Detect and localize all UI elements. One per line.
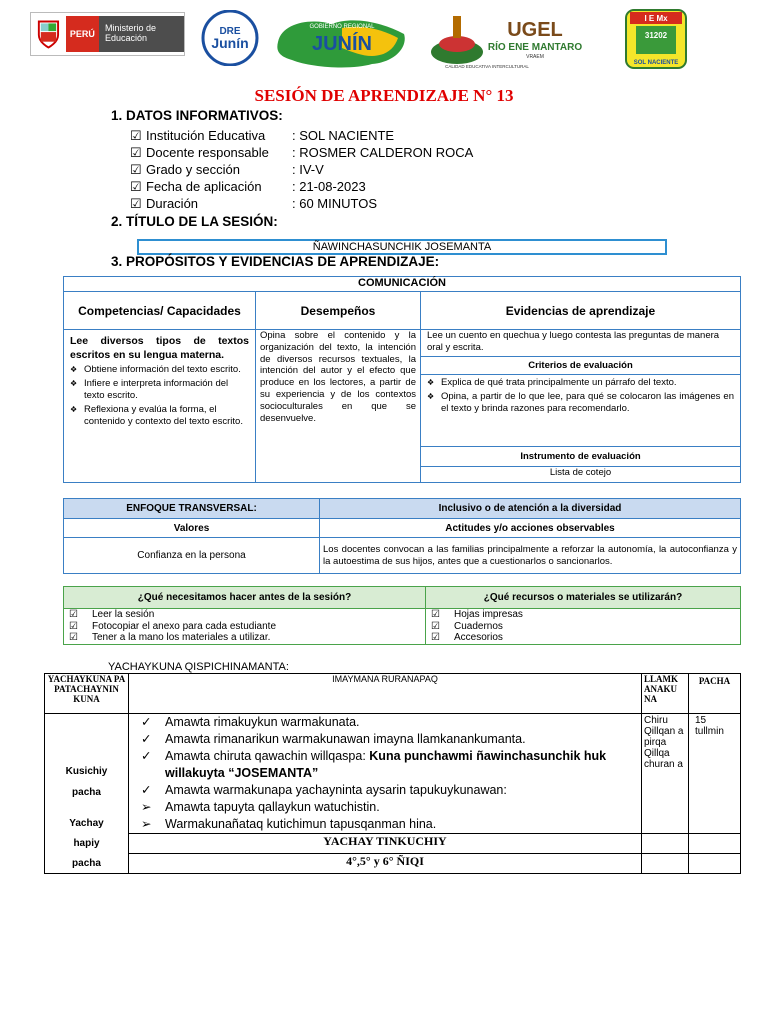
area-header: COMUNICACIÓN [64, 277, 741, 292]
list-item: ❖ Reflexiona y evalúa la forma, el contenido y contexto del texto escrito. [70, 404, 249, 428]
list-item: ❖ Explica de qué trata principalmente un párrafo del texto. [427, 377, 734, 389]
prep-item [426, 632, 740, 644]
bullet-icon: ✓ [141, 715, 152, 729]
phase-hapiy-pacha: pacha [72, 858, 101, 869]
bullet-icon: ➢ [141, 817, 152, 831]
activity-item [139, 799, 641, 816]
ugel-sub2-text: VRAEM [526, 54, 544, 60]
prep-question-materials: ¿Qué recursos o materiales se utilizarán? [426, 587, 741, 609]
col-imaymana: IMAYMANA RURANAPAQ [129, 674, 642, 714]
section-propositos-heading: 3. PROPÓSITOS Y EVIDENCIAS DE APRENDIZAJE: [111, 254, 440, 269]
peru-label: PERÚ [66, 16, 99, 52]
prep-item [64, 632, 425, 644]
prep-item-text: Cuadernos [454, 620, 503, 632]
prep-question-before: ¿Qué necesitamos hacer antes de la sesión? [64, 587, 426, 609]
prep-materials-list [426, 609, 741, 645]
checkbox-icon: ☑ [431, 620, 440, 632]
checkbox-icon: ☑ [69, 609, 78, 620]
prep-item-text: Tener a la mano los materiales a utilizar. [92, 632, 271, 643]
section-titulo-heading: 2. TÍTULO DE LA SESIÓN: [111, 214, 278, 229]
enfoque-label: ENFOQUE TRANSVERSAL: [64, 499, 320, 519]
ie-name-text: SOL NACIENTE [633, 60, 679, 66]
actitudes-header: Actitudes y/o acciones observables [320, 519, 741, 538]
section-datos-heading: 1. DATOS INFORMATIVOS: [111, 108, 283, 123]
competencia-text: Lee diversos tipos de textos escritos en su lengua materna. [70, 335, 249, 361]
col-pacha: PACHA [689, 674, 741, 714]
activities-list [139, 714, 641, 833]
desempeno-text: Opina sobre el contenido y la organización del texto, la intención de diversos recursos textuales, la intención del autor y el efecto que produce en los lectores, a partir de su experiencia y de los contextos socioculturales en que se desenvuelve. [260, 330, 416, 424]
secuencia-table [44, 673, 741, 874]
checkbox-icon: ☑ [130, 128, 142, 143]
phase-kusichiy-pacha: pacha [72, 787, 101, 798]
activity-text: Amawta chiruta qawachin willqaspa: [165, 749, 370, 763]
datos-row [130, 196, 377, 212]
comunicacion-table [63, 276, 741, 483]
phase-yachay: Yachay [69, 818, 104, 829]
ie-top-text: I E Mx [644, 14, 668, 23]
enfoque-table [63, 498, 741, 574]
prep-item [64, 609, 425, 621]
session-title-box: ÑAWINCHASUNCHIK JOSEMANTA [137, 239, 667, 255]
tinkuchiy-header: YACHAY TINKUCHIY [129, 834, 642, 854]
checkbox-icon: ☑ [130, 162, 142, 177]
checkbox-icon: ☑ [431, 609, 440, 620]
dre-text: DRE [219, 26, 241, 37]
preparacion-table [63, 586, 741, 645]
bullet-icon: ✓ [141, 732, 152, 746]
datos-value: : 21-08-2023 [292, 179, 366, 194]
col-llamkanakuna: LLAMK ANAKU NA [642, 674, 689, 714]
instrumento-value: Lista de cotejo [421, 467, 741, 483]
gobierno-regional-junin-logo [272, 12, 412, 72]
evidencia-cell [421, 330, 741, 357]
junin-sub-text: GOBIERNO REGIONAL [309, 24, 375, 30]
checkbox-icon: ☑ [130, 196, 142, 211]
grados-empty-1 [642, 854, 689, 874]
col-patachaynin: YACHAYKUNA PA PATACHAYNIN KUNA [45, 674, 129, 714]
datos-value: : ROSMER CALDERON ROCA [292, 145, 474, 160]
peru-shield-icon [35, 17, 62, 51]
criterios-cell [421, 375, 741, 447]
checkbox-icon: ☑ [130, 179, 142, 194]
ugel-text: UGEL [507, 19, 563, 41]
activity-text: Amawta rimakuykun warmakunata. [165, 715, 360, 729]
activity-text: Amawta rimanarikun warmakunawan imayna llamkanankumanta. [165, 732, 526, 746]
col-competencias: Competencias/ Capacidades [64, 292, 256, 330]
list-item: ❖ Obtiene información del texto escrito. [70, 364, 249, 376]
activity-bold-text: Kuna punchawmi ñawinchasunchik huk willakuyta “JOSEMANTA” [165, 749, 607, 780]
activity-item [139, 816, 641, 833]
datos-label: Institución Educativa [146, 128, 266, 143]
materials-cell: Chiru Qillqan a pirqa Qillqa churan a [642, 714, 689, 834]
minedu-logo [30, 12, 185, 56]
prep-item [426, 609, 740, 621]
datos-row [130, 145, 473, 161]
prep-before-list [64, 609, 426, 645]
valores-header: Valores [64, 519, 320, 538]
col-evidencias: Evidencias de aprendizaje [421, 292, 741, 330]
ie-num-text: 31202 [644, 31, 668, 40]
ugel-sub-text: RÍO ENE MANTARO [487, 42, 583, 53]
prep-item-text: Fotocopiar el anexo para cada estudiante [92, 620, 277, 632]
enfoque-value: Inclusivo o de atención a la diversidad [320, 499, 741, 519]
ministerio-label: Ministerio de Educación [99, 16, 184, 52]
criterios-header: Criterios de evaluación [421, 357, 741, 375]
bullet-icon: ✓ [141, 749, 152, 763]
dre-junin-logo [200, 10, 260, 66]
datos-row [130, 128, 394, 144]
ie-sol-naciente-logo [624, 8, 688, 70]
bullet-icon: ✓ [141, 783, 152, 797]
valor-cell: Confianza en la persona [64, 538, 320, 574]
phase-hapiy: hapiy [73, 838, 100, 849]
grados-header: 4°,5° y 6° ÑIQI [129, 854, 642, 874]
actitud-cell: Los docentes convocan a las familias principalmente a reforzar la autonomía, la autoconfianza y la autoestima de sus hijos, antes que a cuestionarlos o sancionarlos. [320, 538, 741, 574]
prep-item-text: Hojas impresas [454, 609, 523, 620]
prep-item-text: Accesorios [454, 632, 503, 643]
desempeno-cell [256, 330, 421, 483]
checkbox-icon: ☑ [69, 632, 78, 643]
ugel-logo [425, 12, 590, 72]
bullet-icon: ➢ [141, 800, 152, 814]
prep-item [64, 621, 425, 633]
tinkuchiy-empty-1 [642, 834, 689, 854]
checkbox-icon: ☑ [130, 145, 142, 160]
datos-value: : SOL NACIENTE [292, 128, 395, 143]
activity-item [139, 731, 641, 748]
time-cell: 15 tullmin [689, 714, 741, 834]
col-desempenos: Desempeños [256, 292, 421, 330]
activity-item [139, 748, 641, 782]
list-item: ❖ Infiere e interpreta información del texto escrito. [70, 378, 249, 402]
datos-value: : IV-V [292, 162, 324, 177]
activity-text: Warmakunañataq kutichimun tapusqanman hina. [165, 817, 437, 831]
ugel-caption-text: CALIDAD EDUCATIVA INTERCULTURAL [445, 64, 529, 69]
phase-cell [45, 714, 129, 874]
phase-kusichiy: Kusichiy [65, 766, 108, 777]
datos-label: Docente responsable [146, 145, 269, 160]
datos-row [130, 179, 366, 195]
activity-text: Amawta warmakunapa yachayninta aysarin tapukuykunawan: [165, 783, 507, 797]
datos-value: : 60 MINUTOS [292, 196, 378, 211]
activities-cell [129, 714, 642, 834]
activity-item [139, 714, 641, 731]
capacidades-list [70, 364, 249, 428]
datos-row [130, 162, 324, 178]
page-title: SESIÓN DE APRENDIZAJE N° 13 [254, 86, 514, 105]
datos-label: Fecha de aplicación [146, 179, 262, 194]
datos-label: Grado y sección [146, 162, 240, 177]
datos-label: Duración [146, 196, 199, 211]
yachaykuna-heading: YACHAYKUNA QISPICHINAMANTA: [108, 661, 289, 673]
competencia-cell [64, 330, 256, 483]
checkbox-icon: ☑ [431, 632, 440, 643]
junin-text: JUNÍN [311, 33, 373, 55]
prep-item-text: Leer la sesión [92, 609, 155, 620]
activity-item [139, 782, 641, 799]
prep-item [426, 621, 740, 633]
activity-text: Amawta tapuyta qallaykun watuchistin. [165, 800, 380, 814]
instrumento-header: Instrumento de evaluación [421, 447, 741, 467]
evidencia-text: Lee un cuento en quechua y luego contesta las preguntas de manera oral y escrita. [427, 330, 720, 353]
grados-empty-2 [689, 854, 741, 874]
dre-junin-text: Junín [211, 35, 249, 51]
checkbox-icon: ☑ [69, 620, 78, 632]
tinkuchiy-empty-2 [689, 834, 741, 854]
criterios-list [427, 377, 734, 415]
list-item: ❖ Opina, a partir de lo que lee, para qué se colocaron las imágenes en el texto y brinda razones para recomendarlo. [427, 391, 734, 415]
